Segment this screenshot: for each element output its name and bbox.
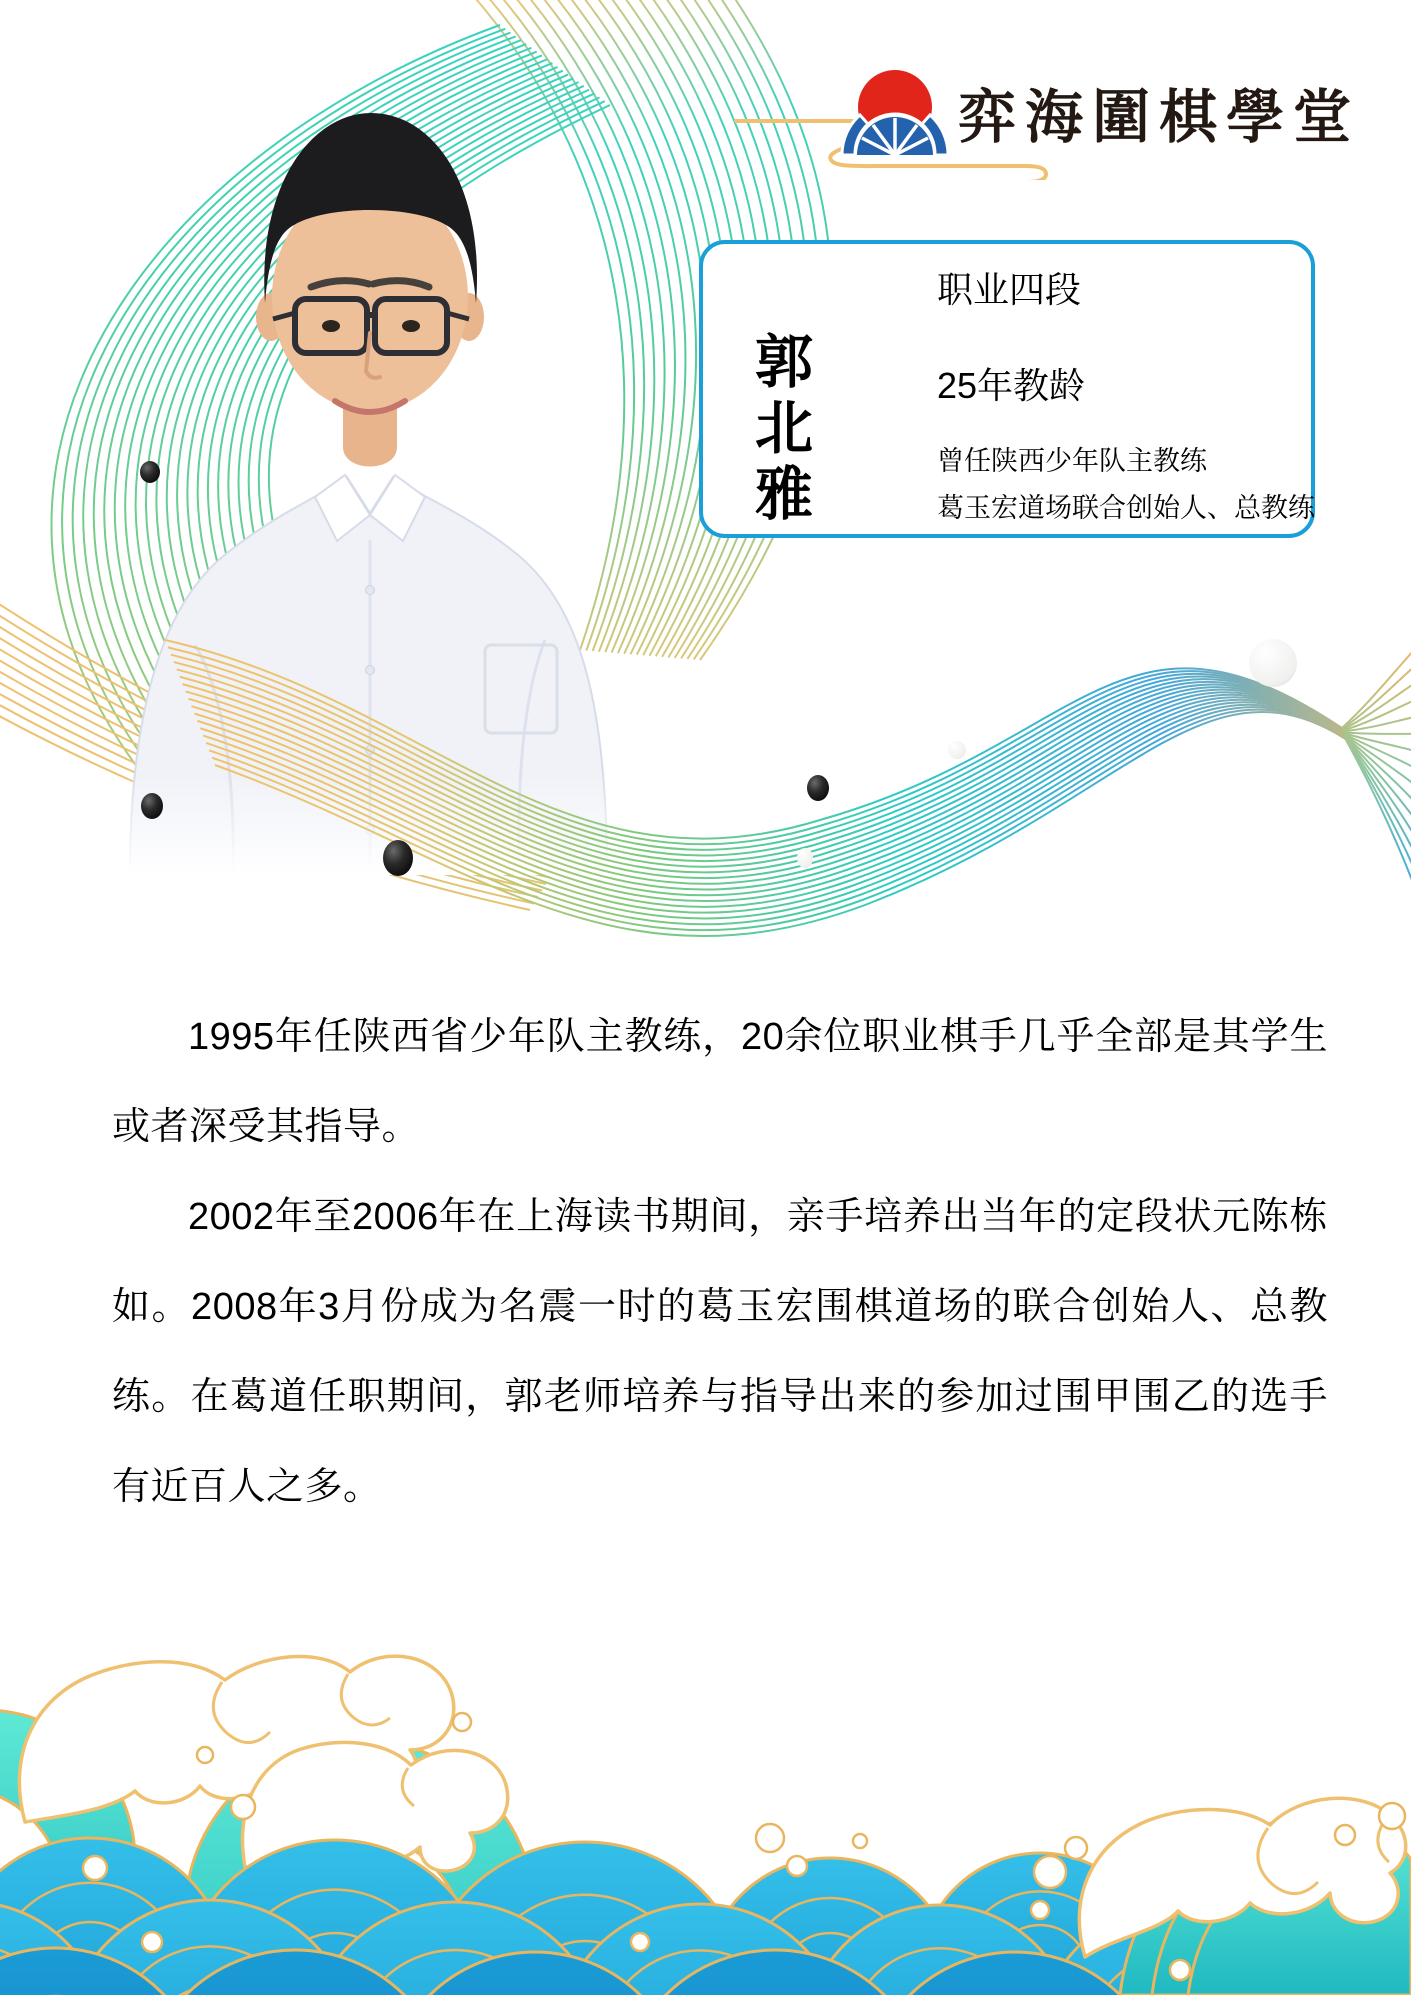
right-big-wave bbox=[1079, 1798, 1411, 1995]
wave-icon bbox=[842, 115, 948, 155]
white-go-stone bbox=[1249, 639, 1297, 687]
teacher-name-vertical bbox=[749, 330, 819, 528]
glasses bbox=[273, 299, 469, 353]
credential-line: 曾任陕西少年队主教练 bbox=[937, 446, 1207, 476]
teaching-experience: 25年教龄 bbox=[937, 365, 1086, 406]
biography-paragraph: 1995年任陕西省少年队主教练，20余位职业棋手几乎全部是其学生或者深受其指导。 bbox=[112, 1016, 1328, 1148]
white-go-stone bbox=[948, 741, 966, 759]
portrait-photo bbox=[75, 85, 655, 875]
shirt bbox=[130, 477, 607, 875]
biography bbox=[112, 992, 1328, 1532]
credential-line: 葛玉宏道场联合创始人、总教练 bbox=[937, 493, 1315, 523]
profile-card bbox=[699, 240, 1315, 538]
academy-logo bbox=[730, 58, 1400, 180]
credentials-list bbox=[937, 438, 1315, 532]
biography-paragraph: 2002年至2006年在上海读书期间，亲手培养出当年的定段状元陈栋如。2008年3月份成为名震一时的葛玉宏围棋道场的联合创始人、总教练。在葛道任职期间，郭老师培养与指导出来的参加过围甲围乙的选手有近百人之多。 bbox=[112, 1196, 1328, 1508]
black-go-stone bbox=[140, 461, 160, 483]
white-go-stone bbox=[797, 848, 813, 868]
black-go-stone bbox=[141, 793, 163, 819]
black-go-stone bbox=[383, 840, 413, 876]
black-go-stone bbox=[807, 775, 829, 801]
hair bbox=[264, 113, 477, 303]
professional-rank: 职业四段 bbox=[937, 269, 1082, 310]
academy-name: 弈海圍棋學堂 bbox=[958, 85, 1361, 150]
name-char: 北 bbox=[754, 396, 813, 461]
name-char: 郭 bbox=[754, 330, 813, 395]
profile-details bbox=[937, 268, 1315, 532]
name-char: 雅 bbox=[754, 462, 813, 527]
ocean-wave-decoration bbox=[0, 1610, 1411, 1995]
